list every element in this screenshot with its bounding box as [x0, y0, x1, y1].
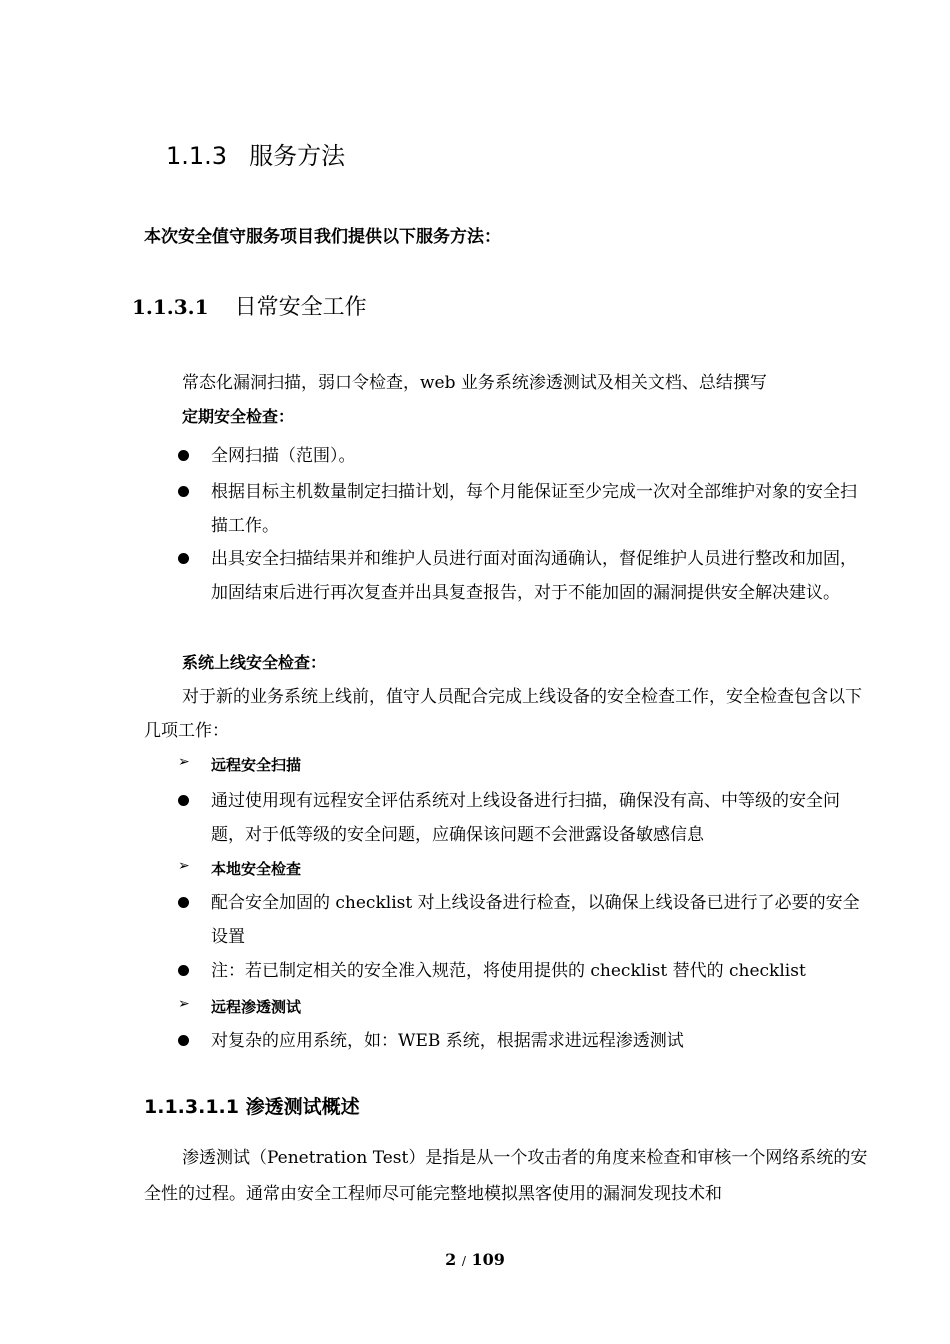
list-item-text: 通过使用现有远程安全评估系统对上线设备进行扫描，确保没有高、中等级的安全问题，对于低等级的安全问题，应确保该问题不会泄露设备敏感信息 [211, 791, 840, 845]
arrow-bullet-icon: ➢ [178, 996, 190, 1012]
heading-title: 日常安全工作 [234, 295, 367, 320]
pentest-paragraph: 渗透测试（Penetration Test）是指是从一个攻击者的角度来检查和审核一个网络系统的安全性的过程。通常由安全工程师尽可能完整地模拟黑客使用的漏洞发现技术和 [144, 1148, 868, 1204]
intro-text: 本次安全值守服务项目我们提供以下服务方法： [144, 227, 501, 247]
page-footer [0, 1250, 950, 1269]
section-heading-1-1-3 [166, 136, 345, 171]
bullet-dot-icon [178, 486, 189, 497]
section-heading-1-1-3-1 [132, 290, 367, 321]
bullet-dot-icon [178, 965, 189, 976]
sub-heading-text: 远程安全扫描 [211, 756, 302, 774]
list-item-text: 配合安全加固的 checklist 对上线设备进行检查，以确保上线设备已进行了必要的安全设置 [211, 893, 860, 947]
bullet-dot-icon [178, 450, 189, 461]
online-check-label: 系统上线安全检查： [182, 653, 327, 672]
bullet-dot-icon [178, 795, 189, 806]
routine-line: 常态化漏洞扫描，弱口令检查，web 业务系统渗透测试及相关文档、总结撰写 [182, 373, 767, 393]
list-item-text: 根据目标主机数量制定扫描计划，每个月能保证至少完成一次对全部维护对象的安全扫描工作。 [211, 482, 857, 536]
heading-title: 服务方法 [249, 142, 346, 170]
sub-heading-text: 远程渗透测试 [211, 998, 302, 1016]
list-item-text: 注：若已制定相关的安全准入规范，将使用提供的 checklist 替代的 checklist [211, 961, 806, 981]
page-number: 2 [445, 1250, 457, 1269]
page-total: 109 [471, 1250, 505, 1269]
bullet-dot-icon [178, 1035, 189, 1046]
periodic-check-label: 定期安全检查： [182, 407, 295, 426]
list-item-text: 全网扫描（范围）。 [211, 446, 356, 466]
list-item-text: 对复杂的应用系统，如：WEB 系统，根据需求进远程渗透测试 [211, 1031, 684, 1051]
online-check-paragraph: 对于新的业务系统上线前，值守人员配合完成上线设备的安全检查工作，安全检查包含以下几项工作： [144, 687, 862, 741]
list-item-text: 出具安全扫描结果并和维护人员进行面对面沟通确认，督促维护人员进行整改和加固，加固结束后进行再次复查并出具复查报告，对于不能加固的漏洞提供安全解决建议。 [211, 549, 857, 603]
bullet-dot-icon [178, 897, 189, 908]
arrow-bullet-icon: ➢ [178, 754, 190, 770]
section-heading-1-1-3-1-1: 1.1.3.1.1 渗透测试概述 [144, 1096, 360, 1118]
heading-number: 1.1.3.1 [132, 295, 209, 319]
page-separator: / [461, 1254, 466, 1268]
sub-heading-text: 本地安全检查 [211, 860, 302, 878]
heading-number: 1.1.3 [166, 142, 228, 170]
bullet-dot-icon [178, 553, 189, 564]
arrow-bullet-icon: ➢ [178, 858, 190, 874]
